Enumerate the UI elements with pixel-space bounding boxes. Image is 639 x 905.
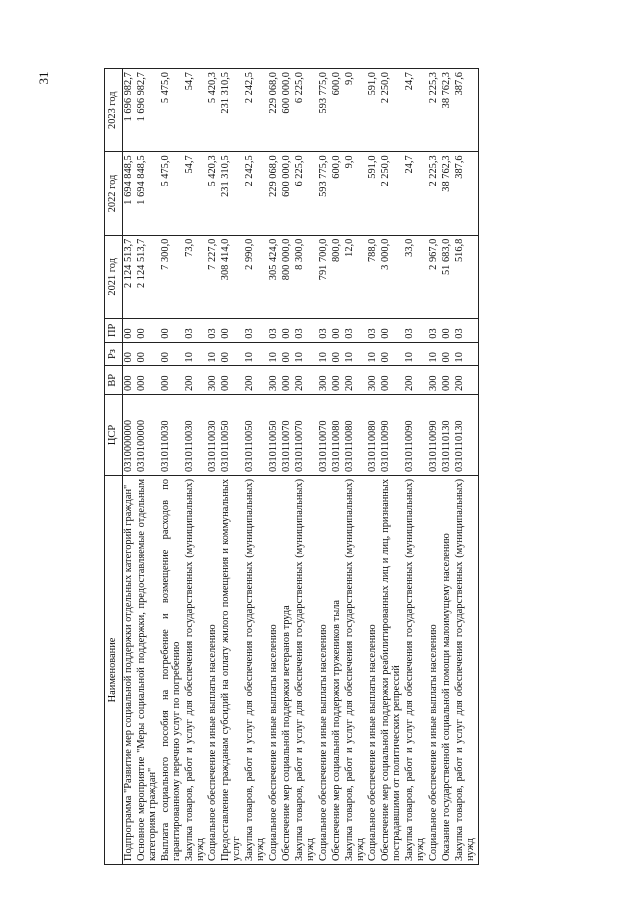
cell-pr: 00 bbox=[123, 318, 136, 342]
cell-2021: 3 000,0 bbox=[380, 235, 404, 318]
cell-vr: 200 bbox=[244, 366, 268, 395]
cell-pr: 00 bbox=[441, 318, 454, 342]
cell-2022: 600,0 bbox=[331, 152, 344, 235]
cell-2021: 800,0 bbox=[331, 235, 344, 318]
cell-csr: 0310110070 bbox=[294, 395, 318, 476]
budget-table bbox=[104, 68, 479, 865]
cell-name: Социальное обеспечение и иные выплаты населению bbox=[367, 475, 380, 864]
cell-rz: 10 bbox=[428, 342, 441, 366]
cell-name: Социальное обеспечение и иные выплаты населению bbox=[318, 475, 331, 864]
cell-pr: 03 bbox=[344, 318, 368, 342]
cell-name: Закупка товаров, работ и услуг для обеспечения государственных (муниципальных) нужд bbox=[184, 475, 208, 864]
cell-pr: 03 bbox=[294, 318, 318, 342]
cell-2022: 6 225,0 bbox=[294, 152, 318, 235]
cell-2022: 2 225,3 bbox=[428, 152, 441, 235]
cell-2023: 38 762,3 bbox=[441, 69, 454, 152]
table-row bbox=[454, 69, 478, 865]
cell-csr: 0310110030 bbox=[160, 395, 184, 476]
cell-vr: 200 bbox=[404, 366, 428, 395]
cell-2023: 2 250,0 bbox=[380, 69, 404, 152]
cell-vr: 200 bbox=[454, 366, 478, 395]
table-row bbox=[184, 69, 208, 865]
cell-2021: 8 300,0 bbox=[294, 235, 318, 318]
cell-2022: 38 762,3 bbox=[441, 152, 454, 235]
cell-rz: 00 bbox=[281, 342, 294, 366]
cell-name: Предоставление гражданам субсидий на оплату жилого помещения и коммунальных услуг bbox=[220, 475, 244, 864]
cell-2023: 229 068,0 bbox=[268, 69, 281, 152]
table-row bbox=[268, 69, 281, 865]
table-row bbox=[220, 69, 244, 865]
cell-2022: 600 000,0 bbox=[281, 152, 294, 235]
cell-csr: 0310110080 bbox=[367, 395, 380, 476]
cell-2022: 387,6 bbox=[454, 152, 478, 235]
cell-csr: 0310110080 bbox=[344, 395, 368, 476]
cell-name: Обеспечение мер социальной поддержки реабилитированных лиц и лиц, признанных пострадавшими от политических репрессий bbox=[380, 475, 404, 864]
cell-2022: 54,7 bbox=[184, 152, 208, 235]
cell-pr: 00 bbox=[380, 318, 404, 342]
header-row bbox=[105, 69, 123, 865]
cell-pr: 03 bbox=[268, 318, 281, 342]
cell-rz: 00 bbox=[123, 342, 136, 366]
cell-rz: 10 bbox=[454, 342, 478, 366]
cell-name: Закупка товаров, работ и услуг для обеспечения государственных (муниципальных) нужд bbox=[344, 475, 368, 864]
cell-pr: 03 bbox=[367, 318, 380, 342]
cell-pr: 00 bbox=[220, 318, 244, 342]
cell-csr: 0310110130 bbox=[441, 395, 454, 476]
cell-rz: 10 bbox=[318, 342, 331, 366]
cell-name: Социальное обеспечение и иные выплаты населению bbox=[207, 475, 220, 864]
page-number: 31 bbox=[36, 71, 51, 85]
cell-csr: 0310110070 bbox=[281, 395, 294, 476]
header-name: Наименование bbox=[105, 475, 123, 864]
cell-csr: 0310110050 bbox=[268, 395, 281, 476]
cell-vr: 000 bbox=[441, 366, 454, 395]
cell-2021: 791 700,0 bbox=[318, 235, 331, 318]
cell-2023: 600 000,0 bbox=[281, 69, 294, 152]
header-2022: 2022 год bbox=[105, 152, 123, 235]
cell-rz: 10 bbox=[404, 342, 428, 366]
cell-2022: 9,0 bbox=[344, 152, 368, 235]
table-row bbox=[344, 69, 368, 865]
cell-vr: 300 bbox=[428, 366, 441, 395]
cell-name: Обеспечение мер социальной поддержки тружеников тыла bbox=[331, 475, 344, 864]
cell-rz: 10 bbox=[184, 342, 208, 366]
cell-csr: 0310110090 bbox=[380, 395, 404, 476]
cell-2021: 12,0 bbox=[344, 235, 368, 318]
header-csr: ЦСР bbox=[105, 395, 123, 476]
cell-2023: 54,7 bbox=[184, 69, 208, 152]
cell-rz: 10 bbox=[268, 342, 281, 366]
cell-2023: 5 475,0 bbox=[160, 69, 184, 152]
cell-csr: 0310110050 bbox=[244, 395, 268, 476]
cell-pr: 03 bbox=[318, 318, 331, 342]
cell-csr: 0310110070 bbox=[318, 395, 331, 476]
cell-rz: 00 bbox=[331, 342, 344, 366]
cell-csr: 0310110030 bbox=[207, 395, 220, 476]
cell-2023: 593 775,0 bbox=[318, 69, 331, 152]
cell-2021: 308 414,0 bbox=[220, 235, 244, 318]
cell-vr: 200 bbox=[184, 366, 208, 395]
cell-rz: 10 bbox=[294, 342, 318, 366]
cell-2021: 305 424,0 bbox=[268, 235, 281, 318]
table-row bbox=[331, 69, 344, 865]
table-row bbox=[207, 69, 220, 865]
cell-vr: 200 bbox=[344, 366, 368, 395]
cell-vr: 000 bbox=[380, 366, 404, 395]
cell-csr: 0310110130 bbox=[454, 395, 478, 476]
table-row bbox=[123, 69, 136, 865]
cell-2022: 231 310,5 bbox=[220, 152, 244, 235]
table-row bbox=[318, 69, 331, 865]
cell-rz: 00 bbox=[160, 342, 184, 366]
cell-name: Оказание государственной социальной помощи малоимущему населению bbox=[441, 475, 454, 864]
cell-rz: 00 bbox=[441, 342, 454, 366]
cell-2021: 2 967,0 bbox=[428, 235, 441, 318]
header-rz: Рз bbox=[105, 342, 123, 366]
cell-2023: 24,7 bbox=[404, 69, 428, 152]
cell-2022: 2 250,0 bbox=[380, 152, 404, 235]
cell-csr: 0310110050 bbox=[220, 395, 244, 476]
cell-name: Выплата социального пособия на погребение и возмещение расходов по гарантированному перечню услуг по погребению bbox=[160, 475, 184, 864]
cell-vr: 300 bbox=[207, 366, 220, 395]
table-row bbox=[281, 69, 294, 865]
cell-2023: 6 225,0 bbox=[294, 69, 318, 152]
cell-name: Подпрограмма "Развитие мер социальной поддержки отдельных категорий граждан" bbox=[123, 475, 136, 864]
header-2023: 2023 год bbox=[105, 69, 123, 152]
cell-rz: 00 bbox=[220, 342, 244, 366]
cell-2022: 5 420,3 bbox=[207, 152, 220, 235]
cell-vr: 200 bbox=[294, 366, 318, 395]
table-row bbox=[441, 69, 454, 865]
cell-rz: 10 bbox=[367, 342, 380, 366]
cell-2021: 516,8 bbox=[454, 235, 478, 318]
cell-2022: 229 068,0 bbox=[268, 152, 281, 235]
cell-2021: 7 227,0 bbox=[207, 235, 220, 318]
cell-name: Закупка товаров, работ и услуг для обеспечения государственных (муниципальных) нужд bbox=[404, 475, 428, 864]
cell-2022: 2 242,5 bbox=[244, 152, 268, 235]
cell-2021: 2 124 513,7 bbox=[123, 235, 136, 318]
cell-2022: 1 694 848,5 bbox=[136, 152, 160, 235]
cell-2022: 24,7 bbox=[404, 152, 428, 235]
cell-2021: 7 300,0 bbox=[160, 235, 184, 318]
cell-2023: 2 225,3 bbox=[428, 69, 441, 152]
cell-2023: 9,0 bbox=[344, 69, 368, 152]
table-body bbox=[123, 69, 479, 865]
cell-csr: 0310000000 bbox=[123, 395, 136, 476]
cell-vr: 000 bbox=[160, 366, 184, 395]
cell-pr: 03 bbox=[244, 318, 268, 342]
table-row bbox=[380, 69, 404, 865]
header-vr: ВР bbox=[105, 366, 123, 395]
cell-name: Обеспечение мер социальной поддержки ветеранов труда bbox=[281, 475, 294, 864]
cell-2021: 788,0 bbox=[367, 235, 380, 318]
cell-2023: 5 420,3 bbox=[207, 69, 220, 152]
cell-vr: 000 bbox=[331, 366, 344, 395]
cell-2023: 231 310,5 bbox=[220, 69, 244, 152]
cell-csr: 0310110090 bbox=[404, 395, 428, 476]
table-row bbox=[367, 69, 380, 865]
table-row bbox=[136, 69, 160, 865]
cell-csr: 0310110080 bbox=[331, 395, 344, 476]
cell-pr: 03 bbox=[454, 318, 478, 342]
cell-2021: 2 124 513,7 bbox=[136, 235, 160, 318]
cell-vr: 300 bbox=[268, 366, 281, 395]
cell-name: Социальное обеспечение и иные выплаты населению bbox=[268, 475, 281, 864]
cell-rz: 00 bbox=[136, 342, 160, 366]
cell-pr: 03 bbox=[404, 318, 428, 342]
cell-2023: 387,6 bbox=[454, 69, 478, 152]
cell-rz: 10 bbox=[344, 342, 368, 366]
cell-pr: 03 bbox=[207, 318, 220, 342]
cell-csr: 0310110030 bbox=[184, 395, 208, 476]
cell-2021: 73,0 bbox=[184, 235, 208, 318]
cell-pr: 00 bbox=[160, 318, 184, 342]
cell-2021: 800 000,0 bbox=[281, 235, 294, 318]
cell-name: Закупка товаров, работ и услуг для обеспечения государственных (муниципальных) нужд bbox=[454, 475, 478, 864]
table-row bbox=[244, 69, 268, 865]
cell-pr: 00 bbox=[136, 318, 160, 342]
cell-2023: 600,0 bbox=[331, 69, 344, 152]
cell-csr: 0310100000 bbox=[136, 395, 160, 476]
cell-rz: 10 bbox=[207, 342, 220, 366]
cell-pr: 00 bbox=[331, 318, 344, 342]
cell-name: Основное мероприятие "Меры социальной поддержки, предоставляемые отдельным категориям граждан" bbox=[136, 475, 160, 864]
cell-vr: 300 bbox=[367, 366, 380, 395]
cell-2022: 593 775,0 bbox=[318, 152, 331, 235]
table-row bbox=[428, 69, 441, 865]
header-2021: 2021 год bbox=[105, 235, 123, 318]
cell-vr: 000 bbox=[136, 366, 160, 395]
cell-name: Закупка товаров, работ и услуг для обеспечения государственных (муниципальных) нужд bbox=[244, 475, 268, 864]
cell-vr: 000 bbox=[281, 366, 294, 395]
cell-2023: 1 696 982,7 bbox=[123, 69, 136, 152]
table-row bbox=[160, 69, 184, 865]
cell-2021: 2 990,0 bbox=[244, 235, 268, 318]
cell-rz: 10 bbox=[244, 342, 268, 366]
cell-rz: 00 bbox=[380, 342, 404, 366]
table-header bbox=[105, 69, 123, 865]
cell-vr: 000 bbox=[220, 366, 244, 395]
cell-name: Социальное обеспечение и иные выплаты населению bbox=[428, 475, 441, 864]
cell-vr: 000 bbox=[123, 366, 136, 395]
cell-2021: 51 683,0 bbox=[441, 235, 454, 318]
cell-2022: 1 694 848,5 bbox=[123, 152, 136, 235]
cell-2023: 1 696 982,7 bbox=[136, 69, 160, 152]
cell-vr: 300 bbox=[318, 366, 331, 395]
cell-2021: 33,0 bbox=[404, 235, 428, 318]
table-row bbox=[404, 69, 428, 865]
cell-pr: 00 bbox=[281, 318, 294, 342]
cell-name: Закупка товаров, работ и услуг для обеспечения государственных (муниципальных) нужд bbox=[294, 475, 318, 864]
cell-pr: 03 bbox=[428, 318, 441, 342]
cell-2023: 591,0 bbox=[367, 69, 380, 152]
cell-2022: 5 475,0 bbox=[160, 152, 184, 235]
cell-2022: 591,0 bbox=[367, 152, 380, 235]
cell-pr: 03 bbox=[184, 318, 208, 342]
rotated-table-container bbox=[104, 68, 555, 865]
table-row bbox=[294, 69, 318, 865]
header-pr: ПР bbox=[105, 318, 123, 342]
cell-2023: 2 242,5 bbox=[244, 69, 268, 152]
cell-csr: 0310110090 bbox=[428, 395, 441, 476]
